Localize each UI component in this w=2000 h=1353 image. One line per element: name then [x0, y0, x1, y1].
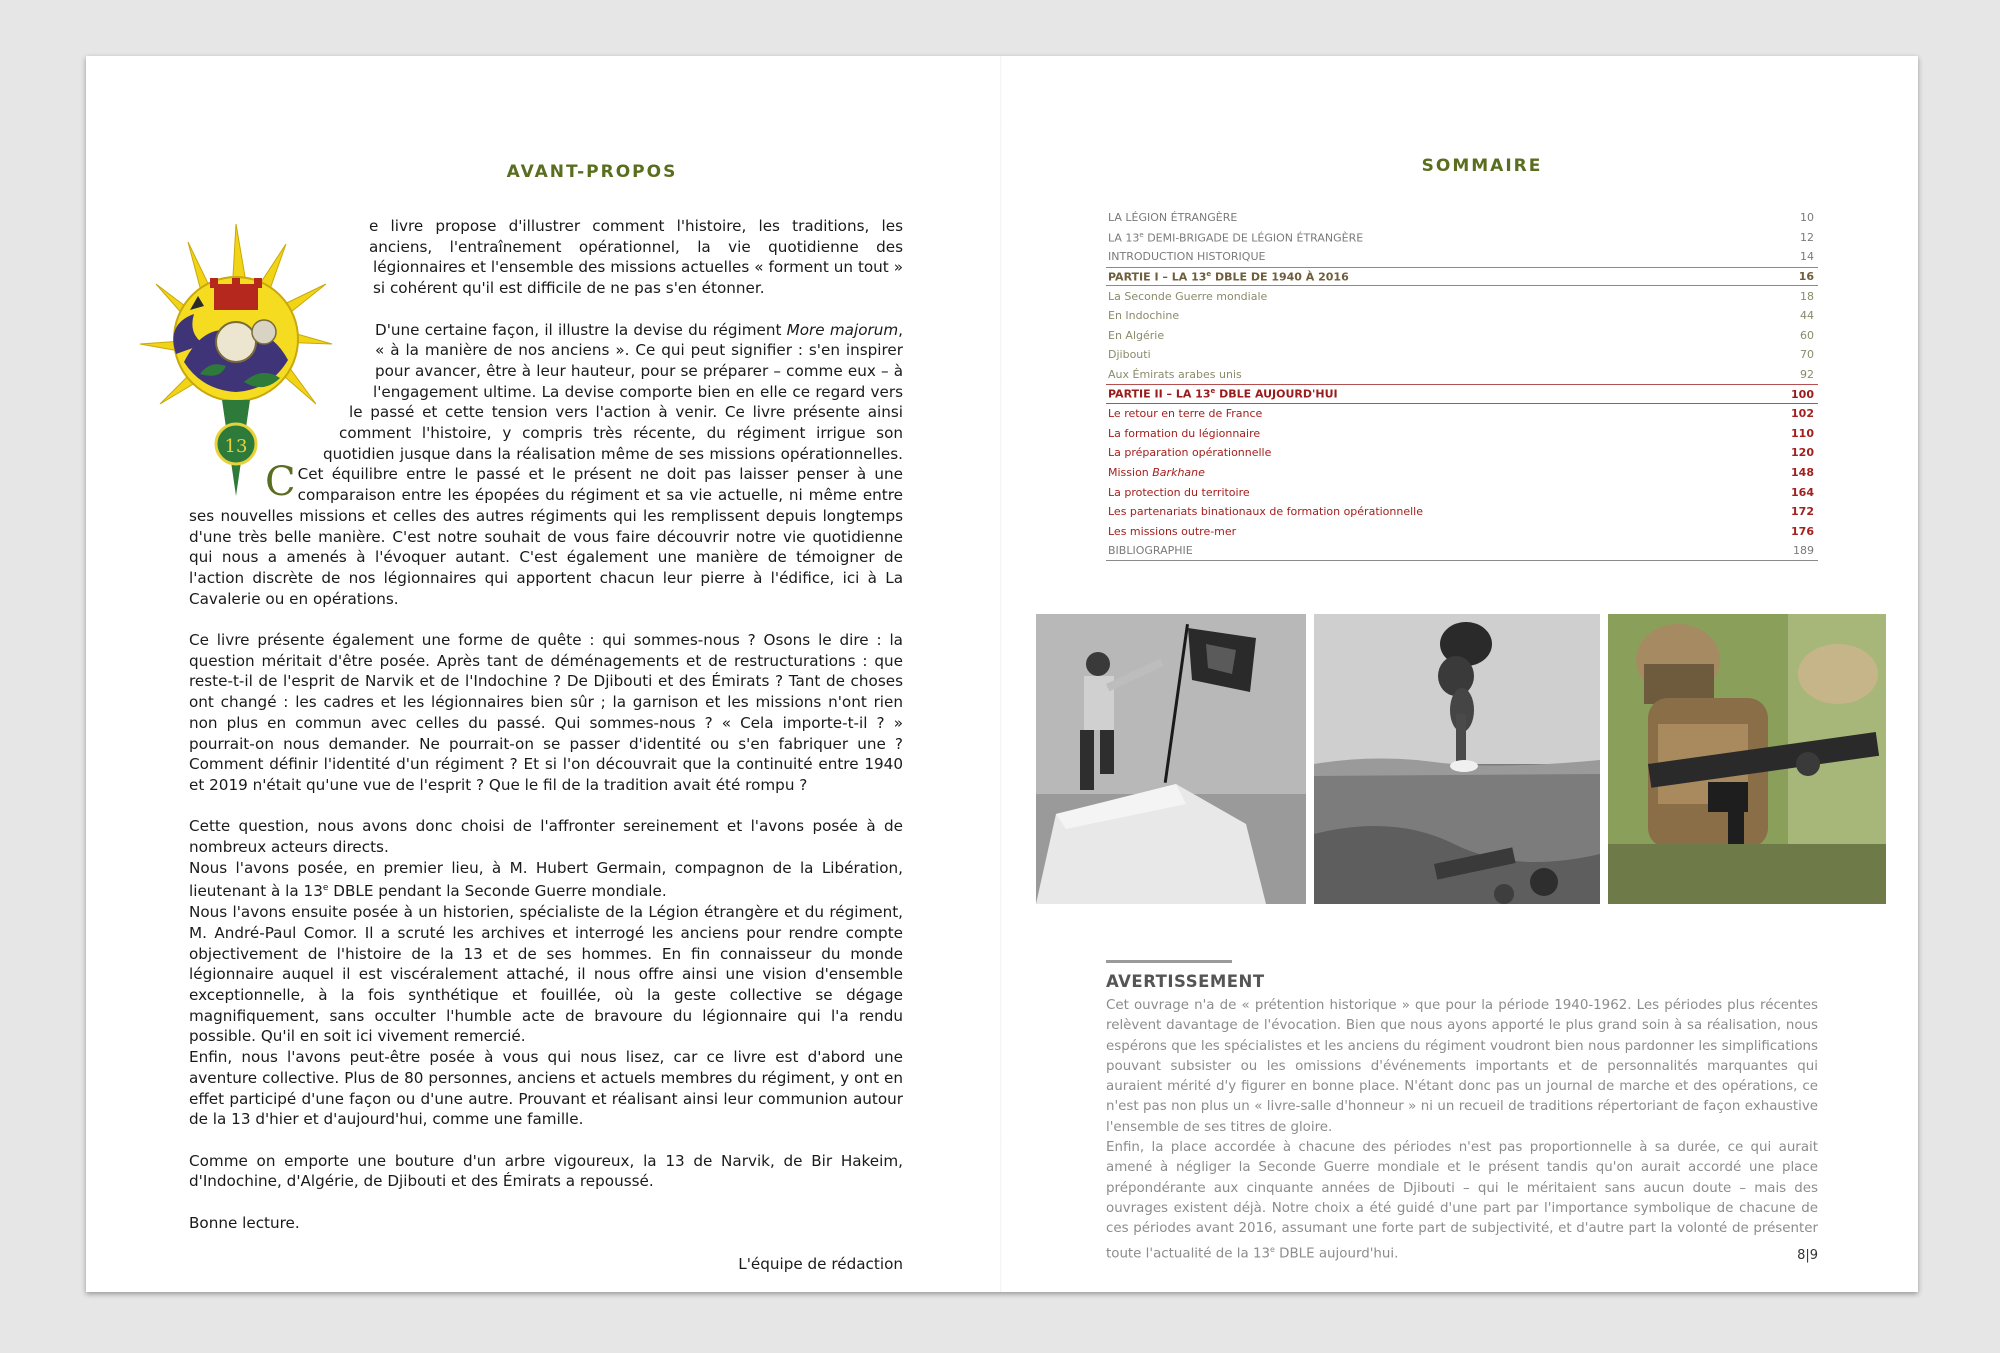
germain-paragraph: Nous l'avons posée, en premier lieu, à M. Hubert Germain, compagnon de la Libération, lieutenant à la 13e DBLE pendant la Seconde Guerre mondiale.: [189, 858, 903, 901]
toc-part-heading[interactable]: PARTIE II – LA 13e DBLE AUJOURD'HUI 100: [1106, 384, 1818, 404]
toc-entry[interactable]: Mission Barkhane 148: [1108, 466, 1814, 480]
toc-entry[interactable]: En Indochine 44: [1108, 309, 1814, 323]
sommaire-title: SOMMAIRE: [1421, 156, 1543, 176]
toc-entry[interactable]: Les missions outre-mer 176: [1108, 524, 1814, 538]
avant-propos-title: AVANT-PROPOS: [506, 162, 678, 182]
warning-text: [1106, 996, 1818, 1264]
warning-rule: [1106, 960, 1232, 963]
toc-entry[interactable]: Aux Émirats arabes unis 92: [1108, 368, 1814, 382]
toc-entry[interactable]: La préparation opérationnelle 120: [1108, 446, 1814, 460]
toc-entry[interactable]: Les partenariats binationaux de formation opérationnelle 172: [1108, 505, 1814, 519]
warning-paragraph: Cet ouvrage n'a de « prétention historique » que pour la période 1940-1962. Les périodes plus récentes relèvent davantage de l'évocation. Bien que nous ayons apporté le plus grand soin à sa réalisation, nous espérons que les spécialistes et les anciens du régiment voudront bien nous pardonner les simplifications pouvant subsister ou les omissions d'événements importants et de personnalités marquantes qui auraient mérité d'y figurer en bonne place. N'étant donc pas un journal de marche et des opérations, ce n'est pas non plus un « livre-salle d'honneur » ni un recueil de traditions répertoriant de façon exhaustive l'ensemble de ses titres de gloire.: [1106, 998, 1818, 1135]
signature: L'équipe de rédaction: [738, 1255, 903, 1274]
historian-paragraph: Nous l'avons ensuite posée à un historien, spécialiste de la Légion étrangère et du régiment, M. André-Paul Comor. Il a scruté les archives et interrogé les anciens pour rendre compte objectivement de l'histoire de la 13 et de ses hommes. En fin connaisseur du monde légionnaire auquel il est viscéralement attaché, il nous offre ainsi une vision d'ensemble exceptionnelle, à la fois synthétique et fouillée, où la geste collective se dégage magnifiquement, sans occulter l'humble acte de bravoure du légionnaire qui l'a rendu possible. Qu'il en soit ici vivement remercié.: [189, 903, 903, 1046]
readers-paragraph: Enfin, nous l'avons peut-être posée à vous qui nous lisez, car ce livre est d'abord une aventure collective. Plus de 80 personnes, anciens et actuels membres du régiment, y ont en effet participé d'une façon ou d'une autre. Prouvant et réalisant ainsi leur communion autour de la 13 d'hier et d'aujourd'hui, comme une famille.: [189, 1048, 903, 1129]
page-gutter: [1000, 56, 1002, 1292]
emblem-numeral: 13: [224, 436, 248, 457]
intro-paragraph: C e livre propose d'illustrer comment l'histoire, les traditions, les anciens, l'entraînement opérationnel, la vie quotidienne des légionnaires et l'ensemble des missions actuelles « forment un tout » si cohérent qu'il est difficile de ne pas s'en étonner.: [265, 217, 903, 506]
toc-entry[interactable]: BIBLIOGRAPHIE 189: [1106, 541, 1818, 561]
toc-entry[interactable]: LA LÉGION ÉTRANGÈRE 10: [1108, 211, 1814, 225]
toc-entry[interactable]: INTRODUCTION HISTORIQUE 14: [1108, 250, 1814, 264]
warning-title: AVERTISSEMENT: [1106, 972, 1265, 991]
photo-soldier-flag-icon: [1036, 614, 1306, 904]
table-of-contents: [1106, 208, 1818, 561]
toc-entry[interactable]: La formation du légionnaire 110: [1108, 426, 1814, 440]
question-paragraph: Cette question, nous avons donc choisi de l'affronter sereinement et l'avons posée à de nombreux acteurs directs.: [189, 817, 903, 857]
book-spread: [86, 56, 1918, 1292]
motto-paragraph: D'une certaine façon, il illustre la devise du régiment More majorum, « à la manière de nos anciens ». Ce qui peut signifier : s'en inspirer pour avancer, être à leur hauteur, pour se préparer – comme eux – à l'engagement ultime. La devise comporte bien en elle ce regard vers le passé et cette tension vers l'action à venir. Ce livre présente ainsi comment l'histoire, y compris très récente, du régiment irrigue son quotidien jusque dans la réalisation même de ses missions opérationnelles. Cet équilibre entre le passé et le présent ne doit pas laisser penser à une comparaison entre les épopées du régiment et sa vie actuelle, ni même entre ses nouvelles missions et celles des autres régiments qui les remplissent depuis longtemps d'une très belle manière. C'est notre souhait de vous faire découvrir notre vie quotidienne qui nous a amenés à l'évoquer autant. C'est également une manière de témoigner de l'action discrète de nos légionnaires qui apportent chacun leur pierre à l'édifice, ici à La Cavalerie ou en opérations.: [189, 320, 903, 608]
toc-entry[interactable]: La protection du territoire 164: [1108, 485, 1814, 499]
toc-entry[interactable]: LA 13e DEMI-BRIGADE DE LÉGION ÉTRANGÈRE 12: [1108, 230, 1814, 245]
toc-entry[interactable]: En Algérie 60: [1108, 328, 1814, 342]
toc-entry[interactable]: Le retour en terre de France 102: [1108, 407, 1814, 421]
quest-paragraph: Ce livre présente également une forme de quête : qui sommes-nous ? Osons le dire : la question méritait d'être posée. Après tant de déménagements et de restructurations : que reste-t-il de l'esprit de Narvik et de l'Indochine ? De Djibouti et des Émirats ? Tant de choses ont changé : les cadres et les légionnaires bien sûr ; la garnison et les missions n'ont rien non plus en commun avec celles du passé. Qui sommes-nous ? « Cela importe-t-il ? » pourrait-on nous demander. Ne pourrait-on se passer d'identité ou s'en fabriquer une ? Comment définir l'identité d'un régiment ? Et si l'on découvrait que la continuité entre 1940 et 2019 n'était qu'une vue de l'esprit ? Que le fil de la tradition avait été rompu ?: [189, 631, 903, 794]
page-folio: 8|9: [1797, 1248, 1818, 1263]
warning-paragraph: Enfin, la place accordée à chacune des périodes n'est pas proportionnelle à sa durée, ce qui aurait amené à négliger la Seconde Guerre mondiale et le présent tandis qu'on aurait accordé une place prépondérante aux cinquante années de Djibouti – qui le méritaient sans aucun doute – mais des ouvrages existent déjà. Notre choix a été guidé d'une part par l'importance symbolique de chacune de ces périodes avant 2016, assumant une forte part de subjectivité, et d'autre part la volonté de présenter toute l'actualité de la 13e DBLE aujourd'hui.: [1106, 1140, 1818, 1262]
photo-soldier-rifle-icon: [1608, 614, 1886, 904]
avant-propos-body: [189, 216, 903, 1275]
photo-battlefield-smoke-icon: [1314, 614, 1600, 904]
toc-part-heading[interactable]: PARTIE I – LA 13e DBLE DE 1940 À 2016 16: [1106, 267, 1818, 287]
cutting-paragraph: Comme on emporte une bouture d'un arbre vigoureux, la 13 de Narvik, de Bir Hakeim, d'Indochine, d'Algérie, de Djibouti et des Émirats a repoussé.: [189, 1151, 903, 1191]
toc-entry[interactable]: Djibouti 70: [1108, 348, 1814, 362]
motto-italic: More majorum: [786, 320, 899, 339]
drop-cap: C: [265, 459, 296, 506]
toc-entry[interactable]: La Seconde Guerre mondiale 18: [1108, 289, 1814, 303]
closing-line: Bonne lecture.: [189, 1213, 300, 1232]
